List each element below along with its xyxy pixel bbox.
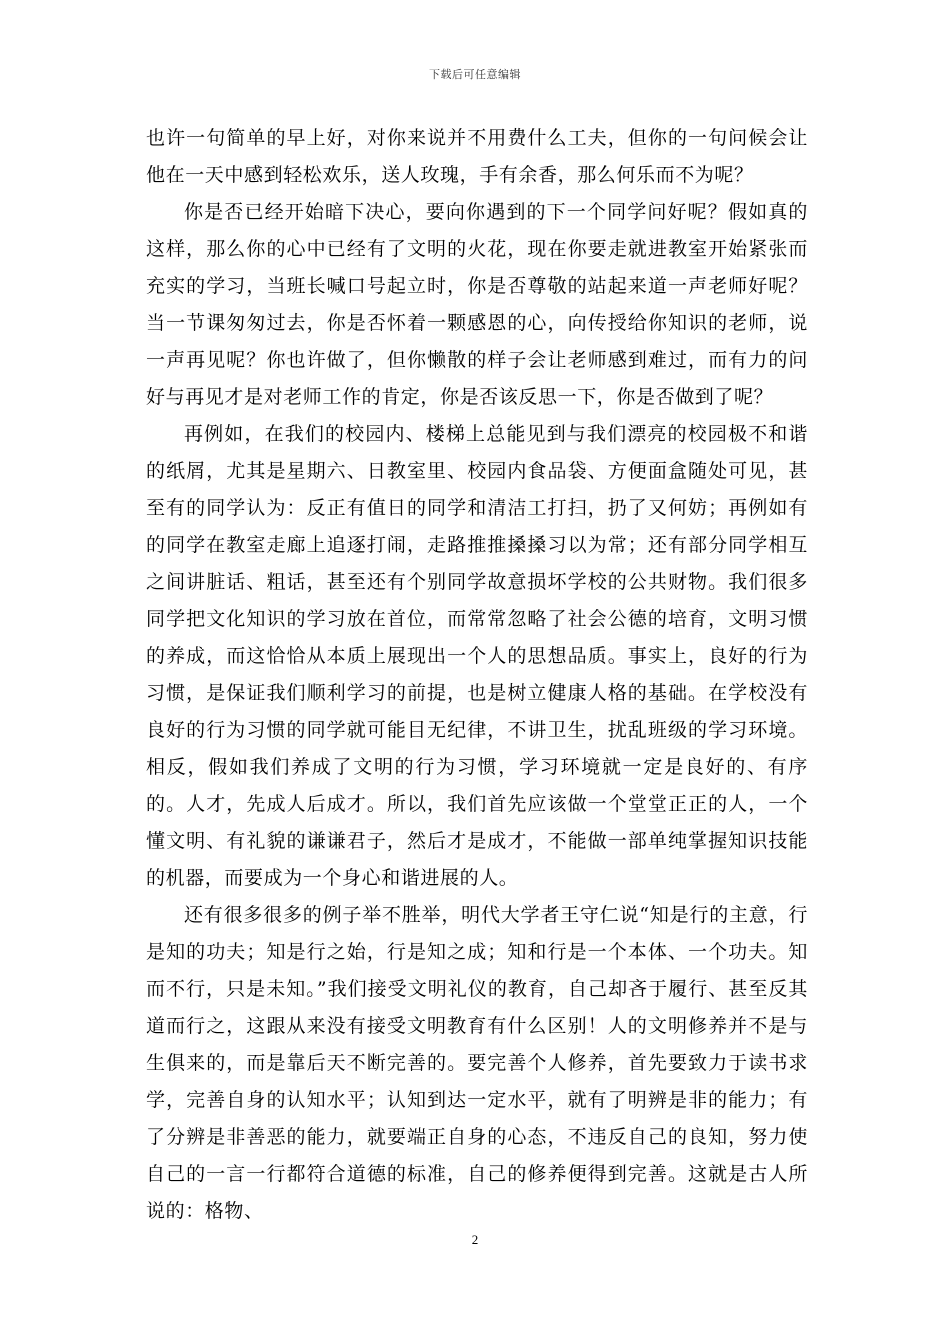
- page-number: 2: [471, 1232, 479, 1247]
- page-header: 下载后可任意编辑: [429, 68, 521, 81]
- paragraph: 再例如，在我们的校园内、楼梯上总能见到与我们漂亮的校园极不和谐的纸屑，尤其是星期六、日教室里、校园内食品袋、方便面盒随处可见，甚至有的同学认为：反正有值日的同学和清洁工打扫，扔了又何妨；再例如有的同学在教室走廊上追逐打闹，走路推推搡搡习以为常；还有部分同学相互之间讲脏话、粗话，甚至还有个别同学故意损坏学校的公共财物。我们很多同学把文化知识的学习放在首位，而常常忽略了社会公德的培育，文明习惯的养成，而这恰恰从本质上展现出一个人的思想品质。事实上，良好的行为习惯，是保证我们顺利学习的前提，也是树立健康人格的基础。在学校没有良好的行为习惯的同学就可能目无纪律，不讲卫生，扰乱班级的学习环境。相反，假如我们养成了文明的行为习惯，学习环境就一定是良好的、有序的。人才，先成人后成才。所以，我们首先应该做一个堂堂正正的人，一个懂文明、有礼貌的谦谦君子，然后才是成才，不能做一部单纯掌握知识技能的机器，而要成为一个身心和谐进展的人。: [146, 423, 808, 889]
- paragraph: 还有很多很多的例子举不胜举，明代大学者王守仁说“知是行的主意，行是知的功夫；知是行之始，行是知之成；知和行是一个本体、一个功夫。知而不行，只是未知。”我们接受文明礼仪的教育，自己却吝于履行、甚至反其道而行之，这跟从来没有接受文明教育有什么区别！人的文明修养并不是与生俱来的，而是靠后天不断完善的。要完善个人修养，首先要致力于读书求学，完善自身的认知水平；认知到达一定水平，就有了明辨是非的能力；有了分辨是非善恶的能力，就要端正自身的心态，不违反自己的良知，努力使自己的一言一行都符合道德的标准，自己的修养便得到完善。这就是古人所说的：格物、: [146, 904, 808, 1222]
- paragraph: 你是否已经开始暗下决心，要向你遇到的下一个同学问好呢？假如真的这样，那么你的心中已经有了文明的火花，现在你要走就进教室开始紧张而充实的学习，当班长喊口号起立时，你是否尊敬的站起来道一声老师好呢？当一节课匆匆过去，你是否怀着一颗感恩的心，向传授给你知识的老师，说一声再见呢？你也许做了，但你懒散的样子会让老师感到难过，而有力的问好与再见才是对老师工作的肯定，你是否该反思一下，你是否做到了呢？: [146, 201, 808, 408]
- document-body: [146, 120, 808, 1230]
- paragraph-continuation: 也许一句简单的早上好，对你来说并不用费什么工夫，但你的一句问候会让他在一天中感到轻松欢乐，送人玫瑰，手有余香，那么何乐而不为呢？: [146, 127, 808, 186]
